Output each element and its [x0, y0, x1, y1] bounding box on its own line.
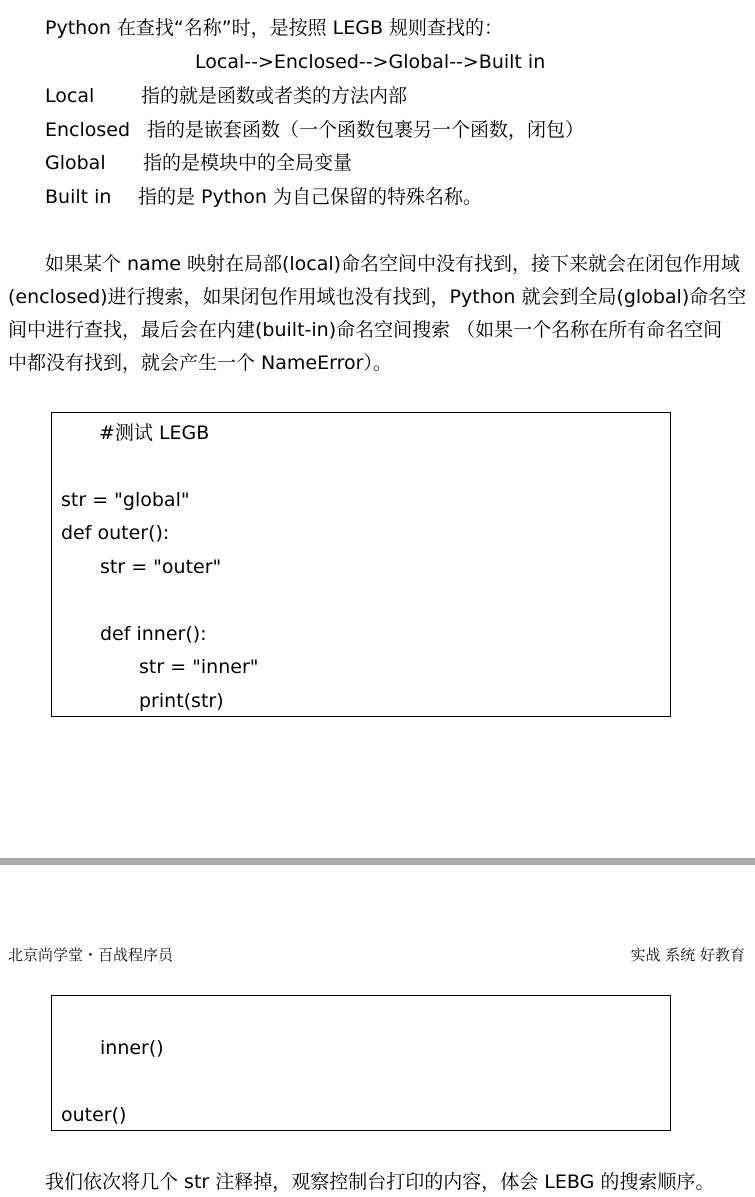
scope-desc-enclosed: 指的是嵌套函数（一个函数包裹另一个函数，闭包）	[147, 119, 585, 141]
scope-term-global: Global	[45, 152, 106, 174]
scope-term-local: Local	[45, 85, 95, 107]
code-line: outer()	[61, 1104, 127, 1126]
code-line: def outer():	[61, 522, 170, 544]
lookup-intro: Python 在查找“名称”时，是按照 LEGB 规则查找的：	[45, 17, 504, 39]
page-separator	[0, 858, 755, 865]
code-line: str = "outer"	[100, 556, 222, 578]
scope-desc-global: 指的是模块中的全局变量	[143, 152, 353, 174]
scope-desc-local: 指的就是函数或者类的方法内部	[141, 85, 408, 107]
lookup-order: Local-->Enclosed-->Global-->Built in	[195, 51, 546, 73]
header-brand: 北京尚学堂・百战程序员	[8, 946, 174, 964]
scope-desc-builtin: 指的是 Python 为自己保留的特殊名称。	[138, 186, 482, 208]
scope-term-enclosed: Enclosed	[45, 119, 131, 141]
paragraph-line: 如果某个 name 映射在局部(local)命名空间中没有找到，接下来就会在闭包作用域	[45, 253, 741, 275]
paragraph-line: (enclosed)进行搜索，如果闭包作用域也没有找到，Python 就会到全局(global)命名空	[8, 286, 747, 308]
code-comment: #测试 LEGB	[99, 422, 210, 444]
scope-term-builtin: Built in	[45, 186, 112, 208]
code-line: str = "inner"	[139, 656, 259, 678]
header-slogan: 实战 系统 好教育	[630, 946, 745, 964]
code-block-1	[51, 412, 671, 717]
closing-instruction: 我们依次将几个 str 注释掉，观察控制台打印的内容，体会 LEBG 的搜索顺序。	[45, 1171, 715, 1193]
paragraph-line: 间中进行查找，最后会在内建(built-in)命名空间搜索 （如果一个名称在所有命名空间	[8, 319, 723, 341]
code-block-2	[51, 995, 671, 1131]
code-line: print(str)	[139, 690, 224, 712]
code-line: str = "global"	[61, 489, 190, 511]
code-line: inner()	[100, 1037, 164, 1059]
code-line: def inner():	[100, 623, 207, 645]
paragraph-line: 中都没有找到，就会产生一个 NameError）。	[8, 352, 392, 374]
